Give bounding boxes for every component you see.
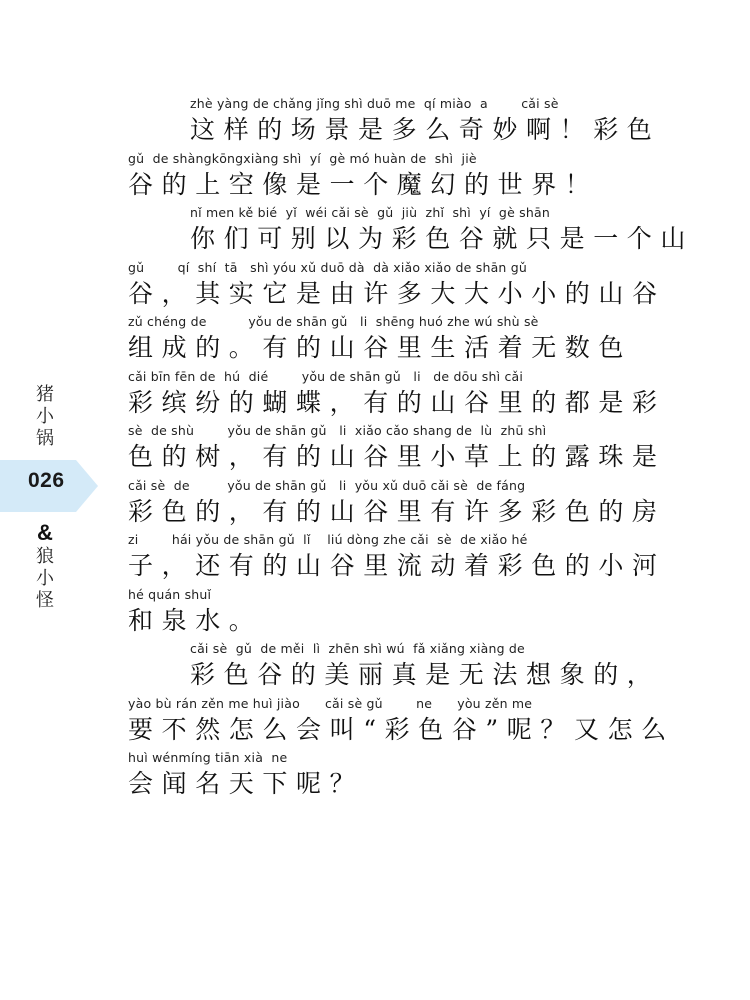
text-line bbox=[128, 477, 668, 532]
text-line bbox=[128, 368, 668, 423]
title-char: 狼 bbox=[36, 546, 54, 567]
title-char: 猪 bbox=[36, 384, 54, 405]
pinyin-row: yào bù rán zěn me huì jiào cǎi sè gǔ ne yòu zěn me bbox=[128, 695, 533, 711]
text-line bbox=[128, 95, 668, 150]
hanzi-row: 你们可别以为彩色谷就只是一个山 bbox=[190, 224, 695, 253]
text-line bbox=[128, 640, 668, 695]
text-line bbox=[128, 313, 668, 368]
hanzi-row: 这样的场景是多么奇妙啊！彩色 bbox=[190, 115, 661, 144]
text-line bbox=[128, 150, 668, 205]
ampersand-mark: & bbox=[37, 520, 53, 545]
text-line bbox=[128, 259, 668, 314]
pinyin-row: zi hái yǒu de shān gǔ lǐ liú dòng zhe cǎi sè de xiǎo hé bbox=[128, 532, 528, 547]
text-line bbox=[128, 204, 695, 259]
book-title-bottom bbox=[33, 546, 57, 612]
title-char: 锅 bbox=[36, 428, 54, 449]
pinyin-row: gǔ de shàngkōngxiàng shì yí gè mó huàn de shì jiè bbox=[128, 150, 477, 166]
pinyin-row: cǎi sè gǔ de měi lì zhēn shì wú fǎ xiǎng xiàng de bbox=[190, 641, 525, 656]
pinyin-row: nǐ men kě bié yǐ wéi cǎi sè gǔ jiù zhǐ shì yí gè shān bbox=[190, 205, 550, 220]
hanzi-row: 会闻名天下呢？ bbox=[128, 769, 364, 798]
page-number: 026 bbox=[28, 469, 65, 492]
book-title-top bbox=[33, 384, 57, 450]
hanzi-row: 谷，其实它是由许多大大小小的山谷 bbox=[128, 278, 666, 308]
title-char: 小 bbox=[36, 568, 54, 589]
text-line bbox=[128, 695, 675, 750]
hanzi-row: 色的树，有的山谷里小草上的露珠是 bbox=[128, 442, 666, 471]
text-line bbox=[128, 531, 668, 586]
text-line bbox=[128, 422, 668, 477]
pinyin-row: zhè yàng de chǎng jǐng shì duō me qí miào a cǎi sè bbox=[190, 96, 559, 111]
text-line bbox=[128, 586, 668, 641]
hanzi-row: 组成的。有的山谷里生活着无数色 bbox=[128, 333, 633, 362]
hanzi-row: 彩色谷的美丽真是无法想象的， bbox=[190, 660, 661, 689]
hanzi-row: 彩色的，有的山谷里有许多彩色的房 bbox=[128, 496, 666, 526]
pinyin-row: gǔ qí shí tā shì yóu xǔ duō dà dà xiǎo xiǎo de shān gǔ bbox=[128, 259, 527, 275]
pinyin-row: zǔ chéng de yǒu de shān gǔ li shēng huó zhe wú shù sè bbox=[128, 314, 539, 329]
hanzi-row: 谷的上空像是一个魔幻的世界！ bbox=[128, 169, 599, 199]
pinyin-row: cǎi sè de yǒu de shān gǔ li yǒu xǔ duō cǎi sè de fáng bbox=[128, 477, 526, 493]
hanzi-row: 彩缤纷的蝴蝶，有的山谷里的都是彩 bbox=[128, 387, 666, 417]
hanzi-row: 和泉水。 bbox=[128, 605, 263, 635]
pinyin-row: hé quán shuǐ bbox=[128, 586, 212, 602]
hanzi-row: 子，还有的山谷里流动着彩色的小河 bbox=[128, 551, 666, 580]
pinyin-row: huì wénmíng tiān xià ne bbox=[128, 750, 288, 765]
hanzi-row: 要不然怎么会叫“彩色谷”呢？又怎么 bbox=[128, 714, 675, 744]
pinyin-row: cǎi bīn fēn de hú dié yǒu de shān gǔ li de dōu shì cǎi bbox=[128, 368, 524, 384]
text-line bbox=[128, 749, 668, 804]
title-char: 怪 bbox=[36, 590, 54, 611]
story-text bbox=[128, 95, 695, 804]
pinyin-row: sè de shù yǒu de shān gǔ li xiǎo cǎo shang de lù zhū shì bbox=[128, 423, 547, 438]
title-char: 小 bbox=[36, 406, 54, 427]
